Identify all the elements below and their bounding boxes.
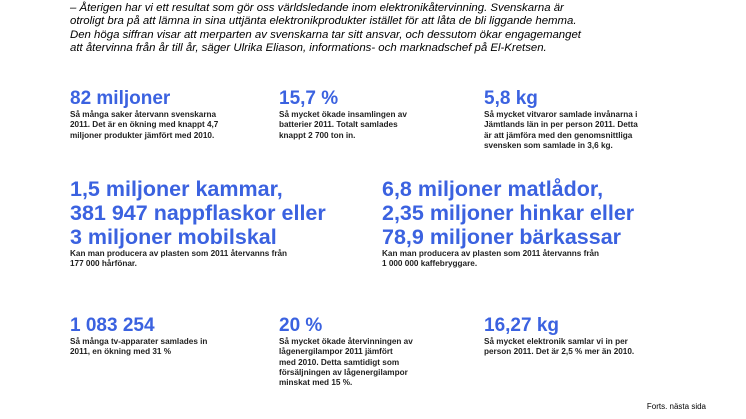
stat-figure: 82 miljoner [70,88,171,109]
stat-figure: 1 083 254 [70,315,155,336]
desc-line: är att jämföra med den genomsnittliga [484,130,633,140]
stat-battery-collection [279,88,407,141]
stat-figure: 16,27 kg [484,315,559,336]
desc-line: Kan man producera av plasten som 2011 återvanns från [70,249,288,258]
stat-description [484,337,634,358]
desc-line: Så många tv-apparater samlades in [70,337,208,346]
desc-line: Kan man producera av plasten som 2011 återvanns från [382,249,600,258]
intro-quote [70,2,720,56]
desc-line: minskat med 15 %. [279,378,353,388]
desc-line: Jämtlands län in per person 2011. Detta [484,120,638,130]
stat-description [382,249,634,270]
desc-line: miljoner produkter jämfört med 2010. [70,130,215,140]
desc-line: försäljningen av lågenergilampor [279,367,408,377]
desc-line: knappt 2 700 ton in. [279,130,356,140]
stat-figure: 20 % [279,315,323,336]
stat-description [484,110,638,151]
stat-description [70,337,207,358]
stat-description [279,110,407,141]
stat-energy-lamps [279,315,413,388]
stat-figure-line: 2,35 miljoner hinkar eller [382,201,635,225]
stat-plastic-coffeemakers [382,177,634,270]
intro-line: otroligt bra på att lämna in sina uttjänta elektronikprodukter istället för att låta de bli liggande hemma. [70,15,577,28]
desc-line: batterier 2011. Totalt samlades [279,120,398,130]
desc-line: 2011. Det är en ökning med knappt 4,7 [70,120,219,130]
intro-line: – Återigen har vi ett resultat som gör oss världsledande inom elektronikåtervinning. Svenskarna är [70,2,564,14]
stat-description [70,249,326,270]
desc-line: Så mycket vitvaror samlade invånarna i [484,110,638,119]
stat-description [279,337,413,388]
desc-line: 1 000 000 kaffebryggare. [382,259,478,269]
stat-description [70,110,218,141]
stat-figure-line: 3 miljoner mobilskal [70,225,277,249]
desc-line: person 2011. Det är 2,5 % mer än 2010. [484,347,635,357]
desc-line: lågenergilampor 2011 jämfört [279,347,393,357]
desc-line: Så många saker återvann svenskarna [70,110,217,119]
desc-line: Så mycket elektronik samlar vi in per [484,337,628,346]
stat-items-recycled [70,88,218,141]
desc-line: svensken som samlade in 3,6 kg. [484,140,613,150]
continued-next-page: Forts. nästa sida [646,402,706,411]
desc-line: Så mycket ökade insamlingen av [279,110,407,119]
stat-figure-line: 1,5 miljoner kammar, [70,177,283,201]
desc-line: Så mycket ökade återvinningen av [279,337,413,346]
stat-electronics-per-person [484,315,634,358]
stat-plastic-hairdryers [70,177,326,270]
desc-line: med 2010. Detta samtidigt som [279,357,400,367]
stat-figure: 15,7 % [279,88,339,109]
stat-appliances-jamtland [484,88,638,151]
stat-figure-line: 381 947 nappflaskor eller [70,201,326,225]
stat-figure: 5,8 kg [484,88,538,109]
intro-line: att återvinna från år till år, säger Ulrika Eliason, informations- och marknadschef på El-Kretsen. [70,42,547,55]
stat-figure-line: 6,8 miljoner matlådor, [382,177,604,201]
stat-tv-sets [70,315,207,358]
desc-line: 177 000 hårfönar. [70,259,137,269]
desc-line: 2011, en ökning med 31 % [70,347,172,357]
stat-figure-line: 78,9 miljoner bärkassar [382,225,622,249]
intro-line: Den höga siffran visar att merparten av svenskarna tar sitt ansvar, och dessutom ökar engagemanget [70,28,581,41]
